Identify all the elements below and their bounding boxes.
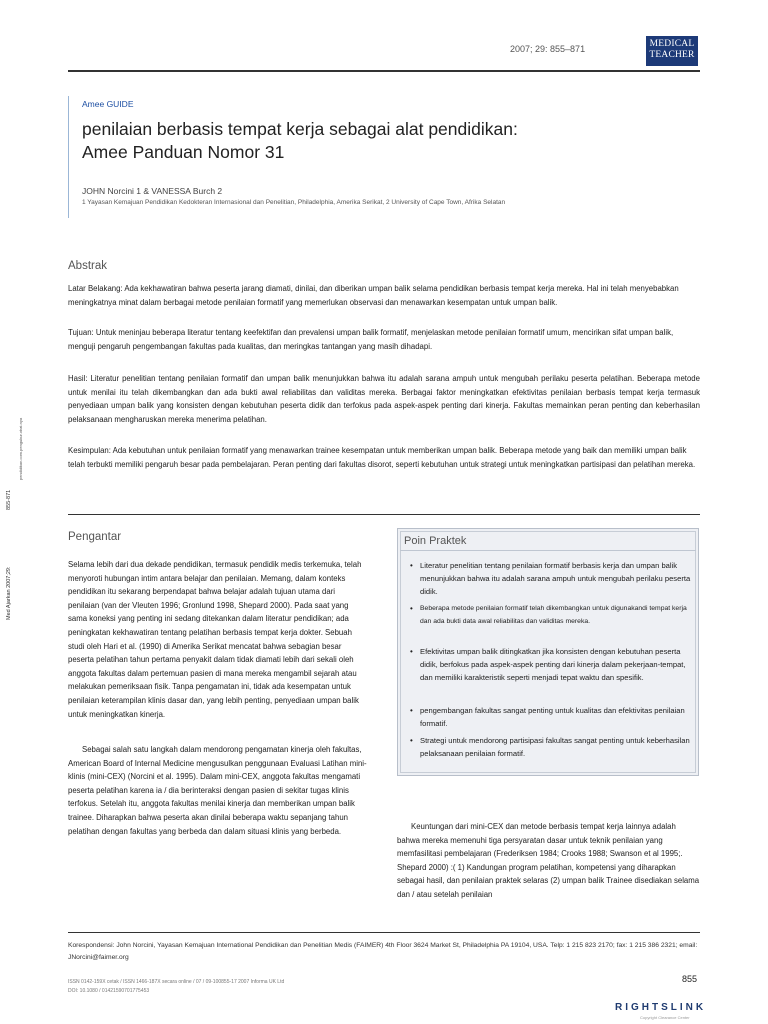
practice-points-rule <box>400 550 696 551</box>
journal-logo <box>646 36 698 66</box>
bullet-icon: • <box>410 561 413 570</box>
title-line-1: penilaian berbasis tempat kerja sebagai alat pendidikan: <box>82 119 518 139</box>
header-rule <box>68 70 700 72</box>
doi-line: DOI: 10.1080 / 01421590701775453 <box>68 987 150 994</box>
intro-paragraph-1: Selama lebih dari dua dekade pendidikan, termasuk pendidik medis terkemuka, telah menyoroti hubungan intim antara belajar dan penilaian. Memang, dalam konteks pendidikan itu sekarang berpendapat bahwa belajar adalah tujuan utama dari penilaian (van der Vleuten 1996; Gronlund 1998, Shepard 2000). Pada saat yang sama koneksi yang penting ini sedang ditekankan dalam literatur pendidikan; ada peningkatan kekhawatiran tentang pelatihan berbasis tempat kerja dokter. Sebuah studi oleh Hari et al. (1990) di Amerika Serikat mencatat bahwa sebagian besar peserta pelatihan tahun pertama penyakit dalam tidak diamati lebih dari sekali oleh anggota fakultas dalam pertemuan pasien di mana mereka mengambil sejarah atau melakukan pemeriksaan fisik. Tanpa pengamatan ini, tidak ada kesempatan untuk penilaian keterampilan klinis dasar dan, yang lebih penting, penyediaan umpan balik untuk meningkatkan kinerja. <box>68 560 362 719</box>
authors: JOHN Norcini 1 & VANESSA Burch 2 <box>82 186 223 196</box>
article-title <box>82 118 642 164</box>
page-number: 855 <box>682 974 698 984</box>
intro-heading: Pengantar <box>68 531 122 543</box>
practice-point <box>410 704 692 730</box>
affiliations: 1 Yayasan Kemajuan Pendidikan Kedokteran Internasional dan Penelitian, Philadelphia, Amerika Serikat, 2 University of Cape Town, Afrika Selatan <box>82 199 506 206</box>
title-accent-bar <box>68 96 69 218</box>
practice-point <box>410 559 692 599</box>
sidebar-url[interactable]: pendidikan.com.pengukur.obat.nya <box>18 417 23 480</box>
article-series: Amee GUIDE <box>82 99 134 109</box>
practice-point <box>410 734 692 760</box>
abstract-results: Hasil: Literatur penelitian tentang penilaian formatif dan umpan balik menunjukkan bahwa itu adalah sarana ampuh untuk mengubah perilaku peserta pelatihan. Beberapa metode untuk menilai itu telah dikembangkan dan ada bukti awal reliabilitas dan validitas mereka. Berbagai faktor meningkatkan efektivitas penilaian berbasis tempat kerja termasuk penyediaan umpan balik yang konsisten dengan kebutuhan peserta didik dan terfokus pada aspek-aspek penting dari kinerja. Fakultas memainkan peran penting dan keberhasilan pelaksanaan mengharuskan mereka menerima pelatihan. <box>68 374 700 424</box>
bullet-icon: • <box>410 647 413 656</box>
abstract-heading: Abstrak <box>68 260 107 272</box>
logo-line-2: TEACHER <box>649 50 695 60</box>
bullet-icon: • <box>410 736 413 745</box>
issn-line: ISSN 0142-159X cetak / ISSN 1466-187X secara online / 07 / 09-100855-17 2007 Informa UK Ltd <box>68 979 285 985</box>
bullet-icon: • <box>410 604 413 613</box>
logo-line-1: MEDICAL <box>649 39 695 49</box>
intro-paragraph-3: Keuntungan dari mini-CEX dan metode berbasis tempat kerja lainnya adalah bahwa mereka memenuhi tiga persyaratan dasar untuk teknik penilaian yang memfasilitasi pembelajaran (Frederiksen 1984; Crooks 1988; Swanson et al 1995;. Shepard 2000) :( 1) Kandungan program pelatihan, kompetensi yang diharapkan sebagai hasil, dan penilaian praktek selaras (2) umpan balik Trainee disediakan selama dan / atau setelah penilaian <box>397 822 700 899</box>
sidebar-pages: 855-871 <box>6 489 12 510</box>
section-rule <box>68 514 700 515</box>
rightslink-logo[interactable]: RIGHTSLINK <box>615 1002 707 1013</box>
practice-point-text: Efektivitas umpan balik ditingkatkan jika konsisten dengan kebutuhan peserta didik, berfokus pada aspek-aspek penting dari kinerja dalam pekerjaan-tempat, dan memiliki karakteristik seperti menjadi tepat waktu dan spesifik. <box>420 647 686 683</box>
bullet-icon: • <box>410 706 413 715</box>
practice-point-text: Literatur penelitian tentang penilaian formatif berbasis kerja dan umpan balik menunjukkan bahwa itu adalah sarana ampuh untuk mengubah perilaku peserta didik. <box>420 561 691 597</box>
footer-rule <box>68 932 700 933</box>
abstract-conclusion: Kesimpulan: Ada kebutuhan untuk penilaian formatif yang menawarkan trainee kesempatan untuk memberikan umpan balik. Beberapa metode yang baik dan memiliki umpan balik telah terbukti memiliki pengaruh besar pada pembelajaran. Peran penting dari fakultas disorot, seperti kebutuhan untuk strategi untuk meningkatkan partisipasi dan pelatihan mereka. <box>68 446 696 469</box>
correspondence: Korespondensi: John Norcini, Yayasan Kemajuan International Pendidikan dan Penelitian Medis (FAIMER) 4th Floor 3624 Market St, Philadelphia PA 19104, USA. Telp: 1 215 823 2170; fax: 1 215 386 2321; email: JNorcini@faimer.org <box>68 942 698 961</box>
practice-point-text: pengembangan fakultas sangat penting untuk kualitas dan efektivitas penilaian formatif. <box>420 706 685 729</box>
practice-point <box>410 645 692 685</box>
abstract-aims: Tujuan: Untuk meninjau beberapa literatur tentang keefektifan dan prevalensi umpan balik formatif, menjelaskan metode penilaian formatif umum, mencirikan sifat umpan balik, menguji pengaruh pengembangan fakultas pada kualitas, dan meringkas tantangan yang masih dihadapi. <box>68 328 674 351</box>
practice-points-title: Poin Praktek <box>404 535 467 547</box>
practice-point-text: Strategi untuk mendorong partisipasi fakultas sangat penting untuk keberhasilan pelaksanaan penilaian formatif. <box>420 736 690 759</box>
sidebar-journal: Med Ajarkan 2007;29: <box>6 566 12 620</box>
abstract-background: Latar Belakang: Ada kekhawatiran bahwa peserta jarang diamati, dinilai, dan diberikan umpan balik selama pendidikan berbasis tempat kerja mereka. Hal ini telah menyebabkan meningkatnya minat dalam berbagai metode penilaian formatif yang memerlukan observasi dan menawarkan kesempatan untuk umpan balik. <box>68 284 679 307</box>
issn-block <box>68 978 284 995</box>
practice-point <box>410 602 692 628</box>
practice-point-text: Beberapa metode penilaian formatif telah dikembangkan untuk digunakandi tempat kerja dan ada bukti data awal reliabilitas dan validitas mereka. <box>420 605 687 626</box>
intro-paragraph-2: Sebagai salah satu langkah dalam mendorong pengamatan kinerja oleh fakultas, American Board of Internal Medicine mengusulkan penggunaan Evaluasi Latihan mini-klinis (mini-CEX) (Norcini et al. 1995). Dalam mini-CEX, anggota fakultas mengamati peserta pelatihan karena ia / dia berinteraksi dengan pasien di sekitar tugas klinis terfokus. Setelah itu, anggota fakultas menilai kinerja dan memberikan umpan balik trainee. Diharapkan bahwa peserta akan dinilai beberapa waktu sepanjang tahun pelatihan dengan fakultas yang berbeda dan dalam situasi klinis yang berbeda. <box>68 745 367 836</box>
journal-citation: 2007; 29: 855–871 <box>510 44 586 54</box>
title-line-2: Amee Panduan Nomor 31 <box>82 142 285 162</box>
rightslink-subtitle: Copyright Clearance Center <box>640 1015 690 1020</box>
